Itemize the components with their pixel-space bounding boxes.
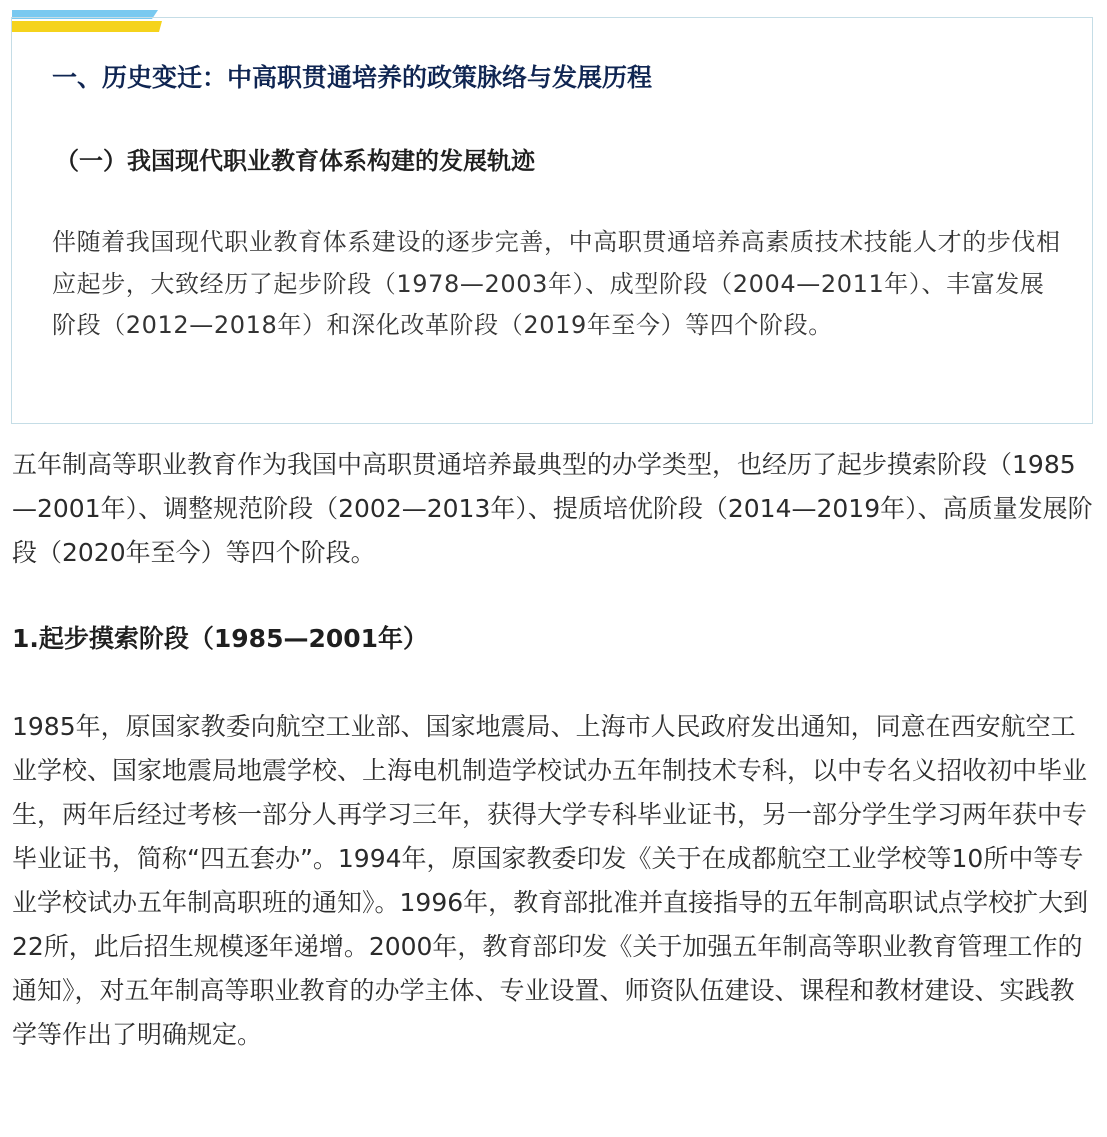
intro-paragraph: 五年制高等职业教育作为我国中高职贯通培养最典型的办学类型，也经历了起步摸索阶段（1985—2001年）、调整规范阶段（2002—2013年）、提质培优阶段（2014—2019年）、高质量发展阶段（2020年至今）等四个阶段。 [12,450,1093,567]
intro-box-paragraph: 伴随着我国现代职业教育体系建设的逐步完善，中高职贯通培养高素质技术技能人才的步伐相应起步，大致经历了起步阶段（1978—2003年）、成型阶段（2004—2011年）、丰富发展阶段（2012—2018年）和深化改革阶段（2019年至今）等四个阶段。 [52,228,1061,339]
section-heading: 一、历史变迁：中高职贯通培养的政策脉络与发展历程 [52,63,653,92]
stage-1-paragraph: 1985年，原国家教委向航空工业部、国家地震局、上海市人民政府发出通知，同意在西安航空工业学校、国家地震局地震学校、上海电机制造学校试办五年制技术专科，以中专名义招收初中毕业生，两年后经过考核一部分人再学习三年，获得大学专科毕业证书，另一部分学生学习两年获中专毕业证书，简称“四五套办”。1994年，原国家教委印发《关于在成都航空工业学校等10所中等专业学校试办五年制高职班的通知》。1996年，教育部批准并直接指导的五年制高职试点学校扩大到22所，此后招生规模逐年递增。2000年，教育部印发《关于加强五年制高等职业教育管理工作的通知》，对五年制高等职业教育的办学主体、专业设置、师资队伍建设、课程和教材建设、实践教学等作出了明确规定。 [12,712,1089,1049]
subsection-heading: （一）我国现代职业教育体系构建的发展轨迹 [55,147,535,175]
stage-1-title: 1.起步摸索阶段（1985—2001年） [12,624,429,653]
